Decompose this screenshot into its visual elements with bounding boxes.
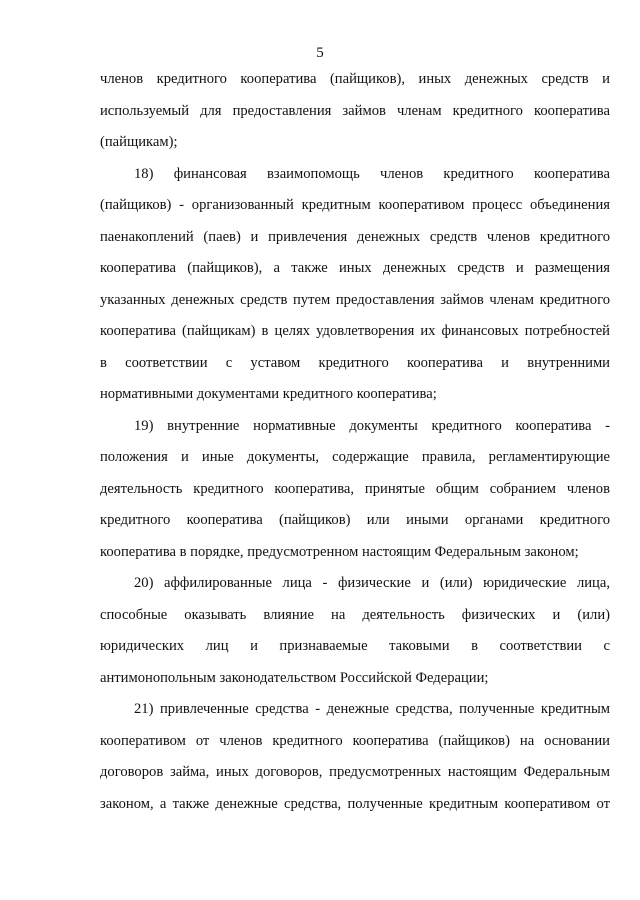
text-line: кооператива (пайщиков), а также иных денежных средств и размещения: [100, 260, 610, 276]
text-line: законом, а также денежные средства, полученные кредитным кооперативом от: [100, 795, 610, 812]
paragraph-item-20: [100, 568, 610, 694]
text-line: (пайщиков) - организованный кредитным кооперативом процесс объединения: [100, 197, 610, 213]
text-line: нормативными документами кредитного кооператива;: [100, 386, 437, 402]
text-line: кооператива (пайщикам) в целях удовлетворения их финансовых потребностей: [100, 323, 610, 339]
paragraph-item-19: [100, 411, 610, 569]
text-line: кооперативом от членов кредитного кооператива (пайщиков) на основании: [100, 732, 610, 749]
text-line: деятельность кредитного кооператива, принятые общим собранием членов: [100, 480, 610, 497]
text-line: кооператива в порядке, предусмотренном настоящим Федеральным законом;: [100, 543, 579, 560]
text-line: 21) привлеченные средства - денежные средства, полученные кредитным: [134, 701, 610, 717]
text-line: способные оказывать влияние на деятельность физических и (или): [100, 606, 610, 623]
text-line: 19) внутренние нормативные документы кредитного кооператива -: [134, 417, 610, 434]
text-line: паенакоплений (паев) и привлечения денежных средств членов кредитного: [100, 228, 610, 245]
text-line: юридических лиц и признаваемые таковыми в соответствии с: [100, 638, 610, 654]
page-number: 5: [316, 45, 324, 61]
paragraph-item-18: [100, 159, 610, 411]
paragraph-item-21: [100, 694, 610, 820]
text-line: кредитного кооператива (пайщиков) или иными органами кредитного: [100, 512, 610, 528]
text-line: членов кредитного кооператива (пайщиков), иных денежных средств и: [100, 71, 610, 87]
text-line: 18) финансовая взаимопомощь членов кредитного кооператива: [134, 165, 610, 182]
text-line: положения и иные документы, содержащие правила, регламентирующие: [100, 449, 610, 465]
text-line: указанных денежных средств путем предоставления займов членам кредитного: [100, 291, 610, 308]
document-body: [100, 64, 610, 820]
text-line: (пайщикам);: [100, 134, 178, 150]
paragraph-continuation: [100, 64, 610, 159]
text-line: 20) аффилированные лица - физические и (или) юридические лица,: [134, 575, 610, 591]
text-line: договоров займа, иных договоров, предусмотренных настоящим Федеральным: [100, 764, 610, 780]
text-line: используемый для предоставления займов членам кредитного кооператива: [100, 102, 610, 119]
text-line: антимонопольным законодательством Российской Федерации;: [100, 669, 489, 686]
text-line: в соответствии с уставом кредитного кооператива и внутренними: [100, 354, 610, 371]
